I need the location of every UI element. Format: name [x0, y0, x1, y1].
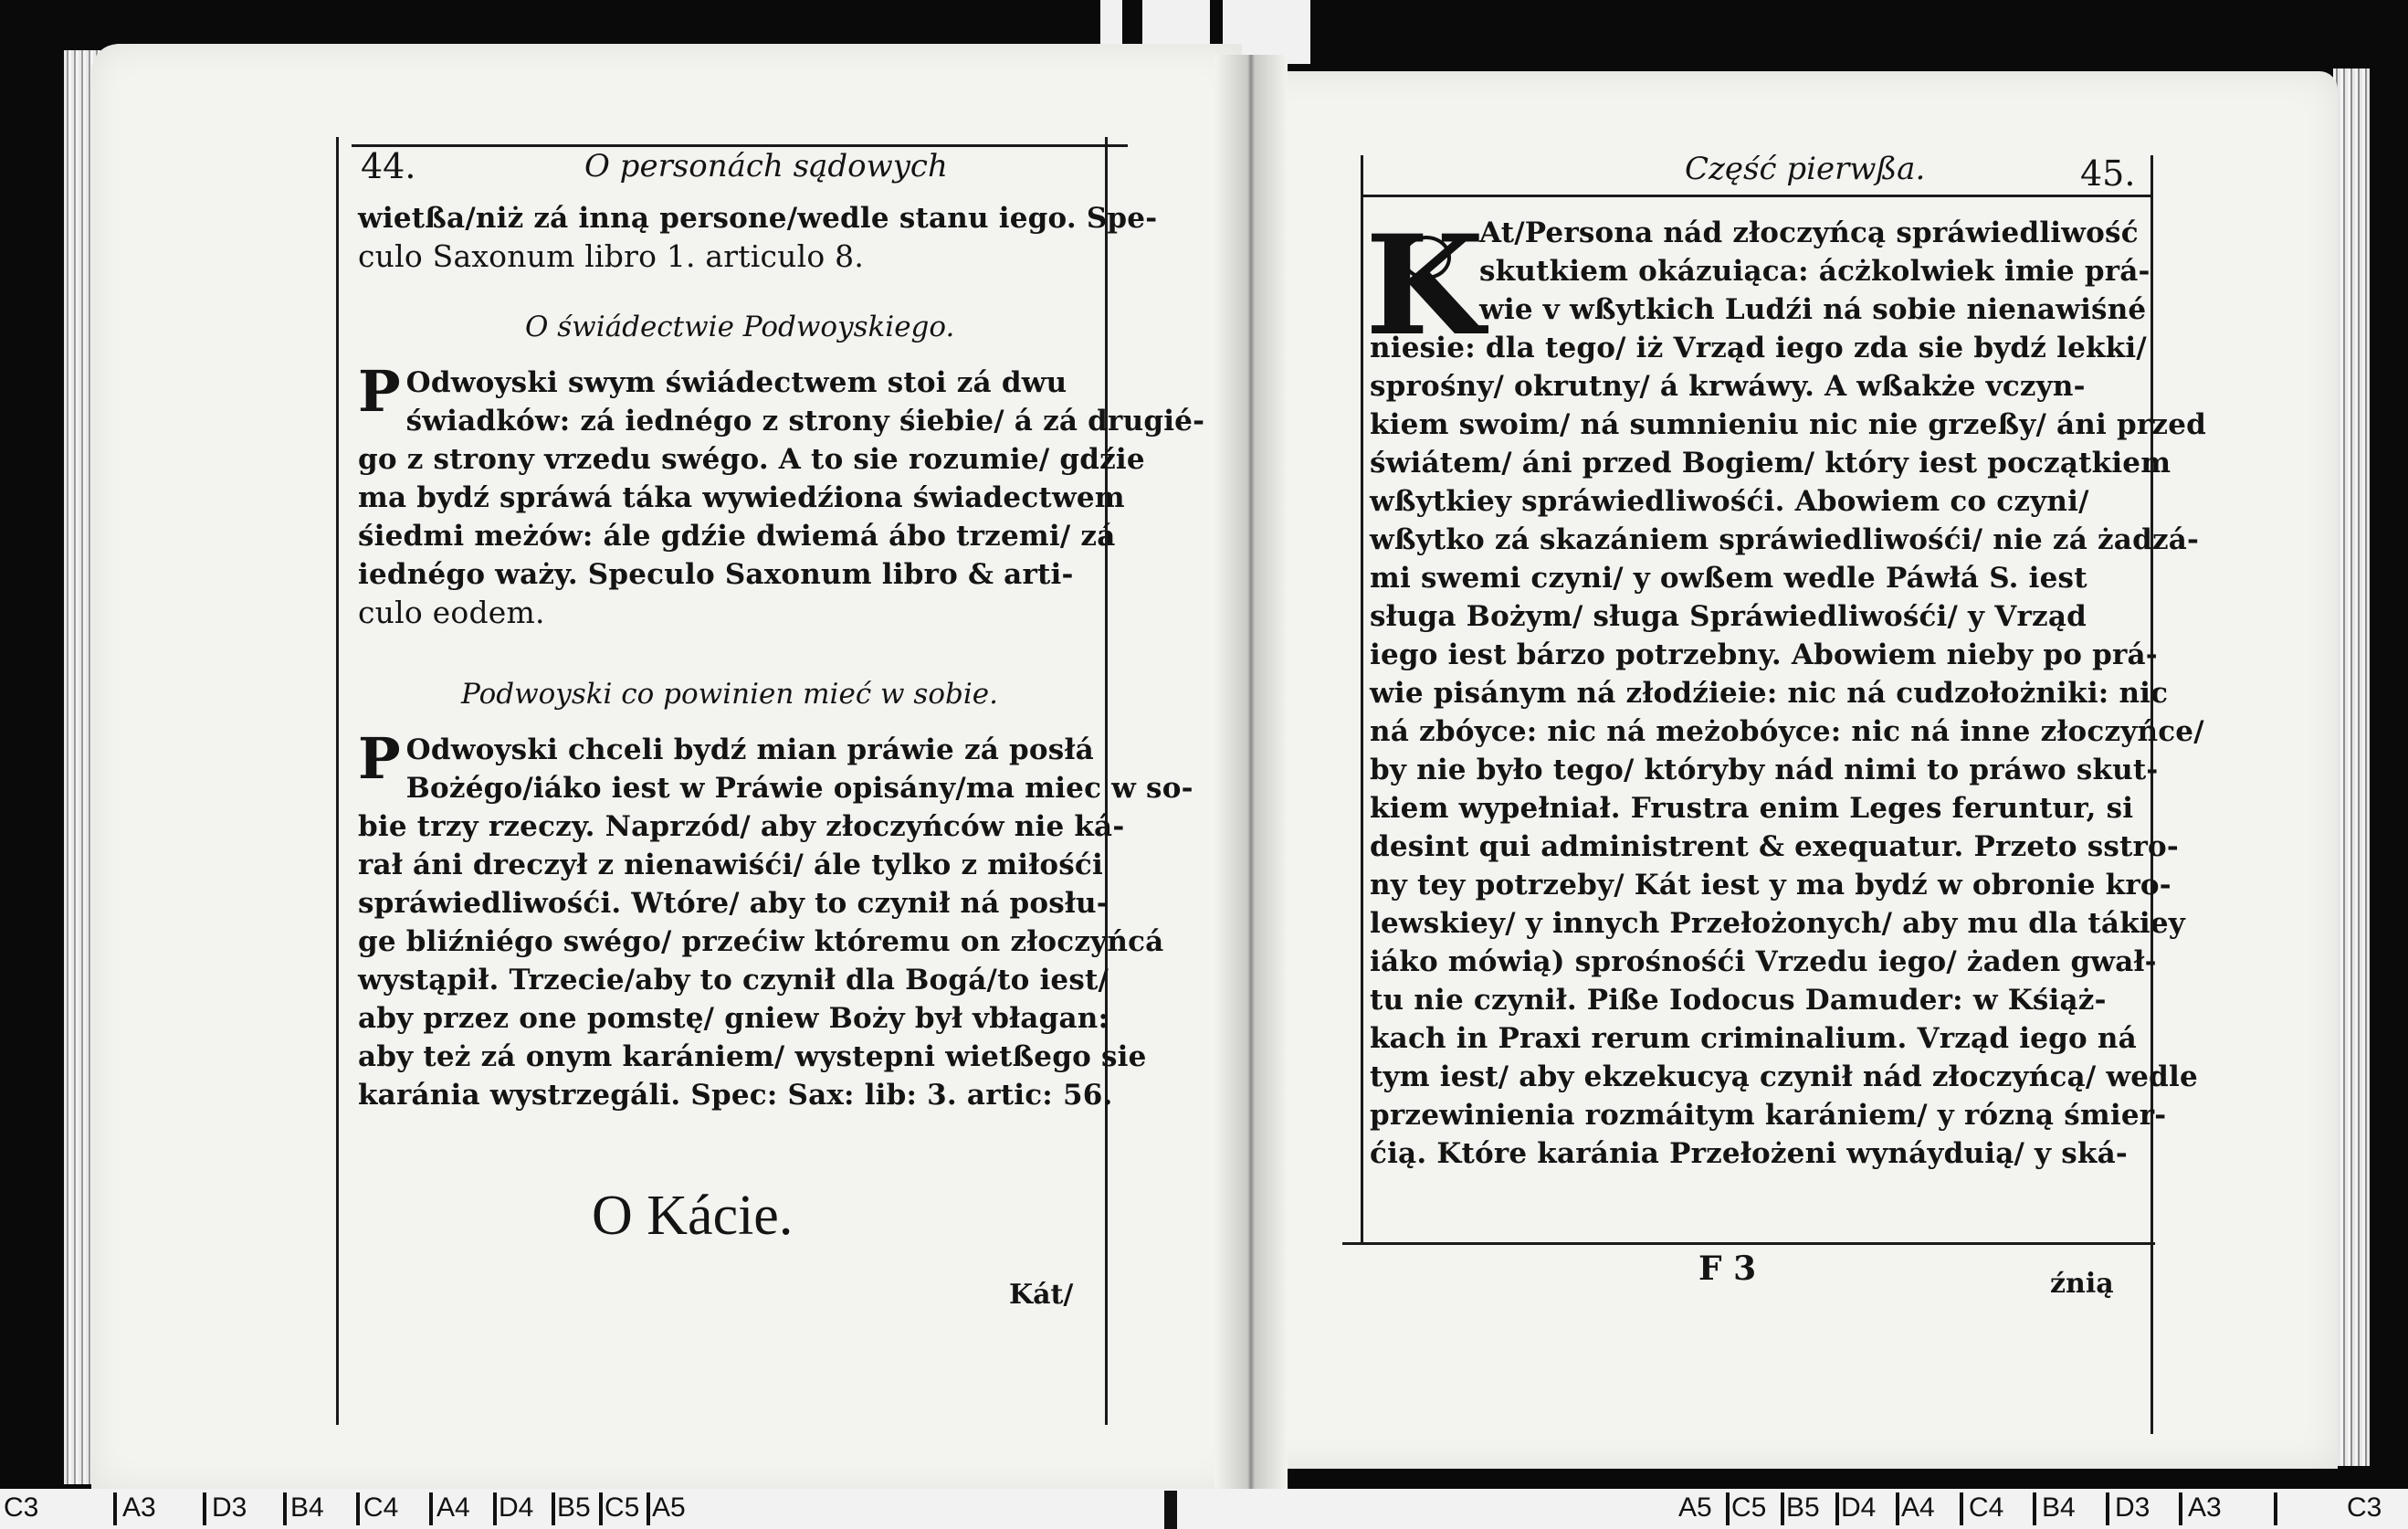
- strip-tick: [1835, 1492, 1839, 1525]
- text-line: by nie było tego/ któryby nád nimi to práwo skut-: [1370, 754, 2159, 786]
- strip-label: C3: [4, 1492, 39, 1523]
- left-header-rule: [352, 144, 1128, 147]
- strip-label: A3: [122, 1492, 156, 1523]
- strip-label: D3: [212, 1492, 247, 1523]
- text-line: tu nie czynił. Piße Iodocus Damuder: w Kśiąż-: [1370, 984, 2107, 1017]
- text-line: kach in Praxi rerum criminalium. Vrząd iego ná: [1370, 1022, 2137, 1055]
- text-line: lewskiey/ y innych Przełożonych/ aby mu dla tákiey: [1370, 907, 2185, 940]
- strip-tick: [599, 1492, 603, 1525]
- signature-mark: F 3: [1698, 1250, 1757, 1288]
- text-line: wystąpił. Trzecie/aby to czynił dla Bogá/to iest/: [358, 964, 1109, 996]
- text-line: ge bliźniégo swégo/ przećiw któremu on złoczyńcá: [358, 925, 1164, 958]
- text-line: go z strony vrzedu swégo. A to sie rozumie/ gdźie: [358, 443, 1145, 476]
- right-frame-left-rule: [1361, 155, 1363, 1242]
- section-duties-body: [358, 725, 1193, 1114]
- strip-center-mark: [1164, 1491, 1177, 1529]
- strip-label: A4: [436, 1492, 470, 1523]
- text-line: wie v wßytkich Ludźi ná sobie nienawiśné: [1479, 293, 2147, 326]
- initial-letter: P: [358, 358, 401, 425]
- chapter-title: O Kácie.: [592, 1185, 794, 1247]
- right-footer-rule: [1342, 1242, 2155, 1245]
- right-catchword: źnią: [2050, 1268, 2114, 1300]
- text-line: wßytkiey spráwiedliwośći. Abowiem co czyni/: [1370, 485, 2089, 518]
- text-line: mi swemi czyni/ y owßem wedle Páwłá S. iest: [1370, 562, 2087, 595]
- text-line: kiem swoim/ ná sumnieniu nic nie grzeßy/ áni przed: [1370, 408, 2207, 441]
- text-line: culo Saxonum libro 1. articulo 8.: [358, 238, 865, 274]
- left-running-title: O personách sądowych: [584, 148, 948, 185]
- strip-label: A5: [1678, 1492, 1712, 1523]
- book-gutter: [1215, 55, 1288, 1489]
- strip-tick: [429, 1492, 433, 1525]
- strip-label: B4: [2042, 1492, 2076, 1523]
- strip-tick: [1726, 1492, 1730, 1525]
- strip-tick: [2274, 1492, 2277, 1525]
- strip-label: B5: [557, 1492, 591, 1523]
- text-line: sprośny/ okrutny/ á krwáwy. A wßakże vczyn-: [1370, 370, 2086, 403]
- text-line: aby też zá onym karániem/ wystepni wietßego sie: [358, 1040, 1147, 1073]
- strip-label: A4: [1901, 1492, 1935, 1523]
- text-line: śiedmi meżów: ále gdźie dwiemá ábo trzemi/ zá: [358, 520, 1116, 553]
- strip-label: A5: [652, 1492, 686, 1523]
- strip-tick: [2033, 1492, 2036, 1525]
- text-line: Odwoyski swym świádectwem stoi zá dwu: [405, 366, 1067, 399]
- strip-tick: [203, 1492, 206, 1525]
- text-line: wßytko zá skazániem spráwiedliwośći/ nie zá żadzá-: [1370, 523, 2200, 556]
- section-heading-testimony: O świádectwie Podwoyskiego.: [525, 311, 955, 343]
- text-line: świadków: zá iednégo z strony śiebie/ á zá drugié-: [405, 405, 1205, 438]
- right-page-edges: [2333, 69, 2370, 1466]
- text-line: bie trzy rzeczy. Naprzód/ aby złoczyńców nie ká-: [358, 810, 1125, 843]
- text-line: culo eodem.: [358, 595, 545, 630]
- text-line: przewinienia rozmáitym karániem/ y rózną śmier-: [1370, 1099, 2167, 1132]
- strip-label: D4: [1841, 1492, 1877, 1523]
- text-line: skutkiem okázuiąca: ácżkolwiek imie prá-: [1479, 255, 2150, 288]
- text-line: iáko mówią) sprośnośći Vrzedu iego/ żaden gwał-: [1370, 945, 2157, 978]
- text-line: ćią. Które karánia Przełożeni wynáyduią/ y ská-: [1370, 1137, 2128, 1170]
- text-line: ma bydź spráwá táka wywiedźiona świadectwem: [358, 481, 1125, 514]
- text-line: spráwiedliwośći. Wtóre/ aby to czynił ná posłu-: [358, 887, 1109, 920]
- text-line: iednégo waży. Speculo Saxonum libro & arti-: [358, 558, 1074, 591]
- strip-tick: [356, 1492, 360, 1525]
- left-intro: [358, 199, 1157, 276]
- section-testimony-body: [358, 358, 1205, 632]
- strip-label: D3: [2115, 1492, 2150, 1523]
- strip-label: C3: [2347, 1492, 2382, 1523]
- text-line: desint qui administrent & exequatur. Przeto sstro-: [1370, 830, 2179, 863]
- strip-tick: [1896, 1492, 1899, 1525]
- strip-label: C4: [1969, 1492, 2004, 1523]
- text-line: wietßa/niż zá inną persone/wedle stanu iego. Spe-: [358, 202, 1158, 235]
- strip-label: C4: [363, 1492, 399, 1523]
- text-line: Bożégo/iáko iest w Práwie opisány/ma miec w so-: [405, 772, 1193, 805]
- right-header-rule: [1361, 195, 2150, 197]
- text-line: iego iest bárzo potrzebny. Abowiem nieby po prá-: [1370, 638, 2158, 671]
- left-page-number: 44.: [361, 146, 416, 186]
- text-line: ny tey potrzeby/ Kát iest y ma bydź w obronie kro-: [1370, 869, 2171, 902]
- strip-tick: [552, 1492, 555, 1525]
- strip-label: D4: [499, 1492, 534, 1523]
- strip-tick: [1960, 1492, 1963, 1525]
- strip-label: A3: [2188, 1492, 2222, 1523]
- right-page-number: 45.: [2080, 153, 2136, 194]
- text-line: At/Persona nád złoczyńcą spráwiedliwość: [1479, 216, 2139, 249]
- strip-tick: [283, 1492, 287, 1525]
- strip-tick: [113, 1492, 117, 1525]
- text-line: rał áni dreczył z nienawiśći/ ále tylko z miłośći: [358, 849, 1103, 881]
- text-line: ná zbóyce: nic ná meżobóyce: nic ná inne złoczyńce/: [1370, 715, 2204, 748]
- strip-label: B5: [1786, 1492, 1820, 1523]
- text-line: tym iest/ aby ekzekucyą czynił nád złoczyńcą/ wedle: [1370, 1060, 2198, 1093]
- decorated-initial: K: [1365, 206, 1485, 366]
- initial-letter: P: [358, 725, 401, 792]
- strip-tick: [2106, 1492, 2109, 1525]
- strip-label: B4: [290, 1492, 324, 1523]
- text-line: kiem wypełniał. Frustra enim Leges feruntur, si: [1370, 792, 2134, 825]
- strip-tick: [2179, 1492, 2182, 1525]
- text-line: niesie: dla tego/ iż Vrząd iego zda sie bydź lekki/: [1370, 332, 2147, 364]
- strip-label: C5: [1731, 1492, 1767, 1523]
- text-line: Odwoyski chceli bydź mian práwie zá posłá: [405, 733, 1094, 766]
- text-line: karánia wystrzegáli. Spec: Sax: lib: 3. artic: 56.: [358, 1079, 1113, 1112]
- left-frame-left-rule: [336, 137, 339, 1425]
- text-line: sługa Bożym/ sługa Spráwiedliwośći/ y Vrząd: [1370, 600, 2087, 633]
- section-heading-duties: Podwoyski co powinien mieć w sobie.: [461, 678, 998, 711]
- left-catchword: Kát/: [1009, 1279, 1074, 1311]
- text-line: świátem/ áni przed Bogiem/ który iest początkiem: [1370, 447, 2171, 480]
- strip-tick: [493, 1492, 497, 1525]
- strip-tick: [647, 1492, 650, 1525]
- right-running-title: Część pierwßa.: [1685, 151, 1926, 187]
- strip-label: C5: [605, 1492, 640, 1523]
- right-body: [1370, 214, 2206, 1173]
- strip-tick: [1781, 1492, 1784, 1525]
- text-line: wie pisánym ná złodźieie: nic ná cudzołożniki: nic: [1370, 677, 2169, 710]
- text-line: aby przez one pomstę/ gniew Boży był vbłagan:: [358, 1002, 1109, 1035]
